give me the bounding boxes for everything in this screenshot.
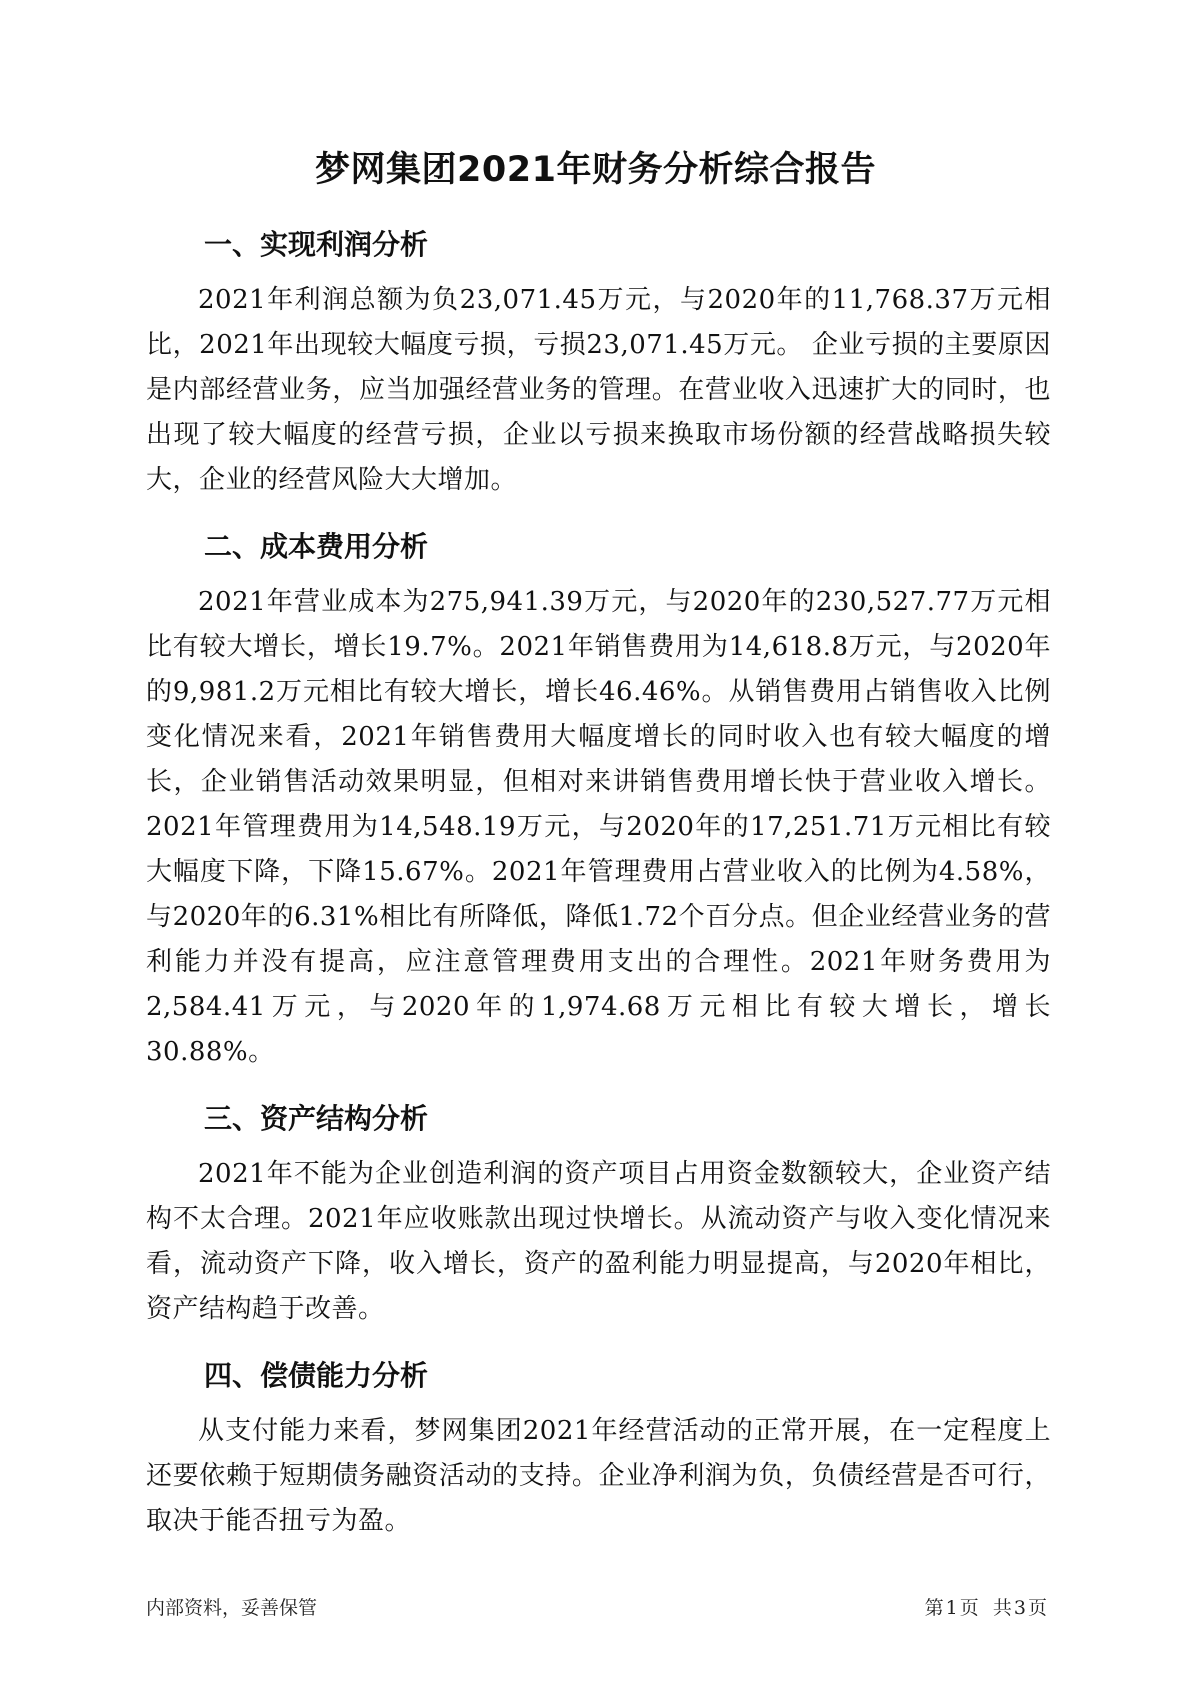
page-total: 3 bbox=[1013, 1597, 1026, 1619]
section-paragraph: 2021年营业成本为275,941.39万元，与2020年的230,527.77万元相比有较大增长，增长19.7%。2021年销售费用为14,618.8万元，与2020年的9,981.2万元相比有较大增长，增长46.46%。从销售费用占销售收入比例变化情况来看，2021年销售费用大幅度增长的同时收入也有较大幅度的增长，企业销售活动效果明显，但相对来讲销售费用增长快于营业收入增长。2021年管理费用为14,548.19万元，与2020年的17,251.71万元相比有较大幅度下降，下降15.67%。2021年管理费用占营业收入的比例为4.58%，与2020年的6.31%相比有所降低，降低1.72个百分点。但企业经营业务的营利能力并没有提高，应注意管理费用支出的合理性。2021年财务费用为2,584.41万元，与2020年的1,974.68万元相比有较大增长，增长30.88%。 bbox=[146, 587, 1051, 1067]
footer-confidential-note: 内部资料，妥善保管 bbox=[146, 1597, 318, 1619]
total-unit: 页 bbox=[1027, 1597, 1047, 1619]
section-heading: 四、偿债能力分析 bbox=[204, 1359, 429, 1392]
section-cost-analysis bbox=[146, 520, 1051, 1075]
section-paragraph: 从支付能力来看，梦网集团2021年经营活动的正常开展，在一定程度上还要依赖于短期债务融资活动的支持。企业净利润为负，负债经营是否可行，取决于能否扭亏为盈。 bbox=[146, 1416, 1051, 1536]
document-title: 梦网集团2021年财务分析综合报告 bbox=[315, 150, 876, 190]
document-content bbox=[146, 218, 1051, 1561]
section-paragraph: 2021年利润总额为负23,071.45万元，与2020年的11,768.37万元相比，2021年出现较大幅度亏损，亏损23,071.45万元。 企业亏损的主要原因是内部经营业务，应当加强经营业务的管理。在营业收入迅速扩大的同时，也出现了较大幅度的经营亏损，企业以亏损来换取市场份额的经营战略损失较大，企业的经营风险大大增加。 bbox=[146, 285, 1051, 495]
page-prefix: 第 bbox=[924, 1597, 944, 1619]
section-heading: 一、实现利润分析 bbox=[204, 228, 429, 261]
section-paragraph: 2021年不能为企业创造利润的资产项目占用资金数额较大，企业资产结构不太合理。2021年应收账款出现过快增长。从流动资产与收入变化情况来看，流动资产下降，收入增长，资产的盈利能力明显提高，与2020年相比，资产结构趋于改善。 bbox=[146, 1159, 1051, 1324]
section-heading: 二、成本费用分析 bbox=[204, 530, 429, 563]
total-prefix: 共 bbox=[992, 1597, 1012, 1619]
section-solvency-analysis bbox=[146, 1349, 1051, 1544]
section-heading: 三、资产结构分析 bbox=[204, 1102, 429, 1135]
page-current: 1 bbox=[945, 1597, 958, 1619]
section-asset-structure-analysis bbox=[146, 1092, 1051, 1332]
section-profit-analysis bbox=[146, 218, 1051, 503]
footer-page-number bbox=[924, 1593, 1048, 1620]
page-unit: 页 bbox=[959, 1597, 979, 1619]
